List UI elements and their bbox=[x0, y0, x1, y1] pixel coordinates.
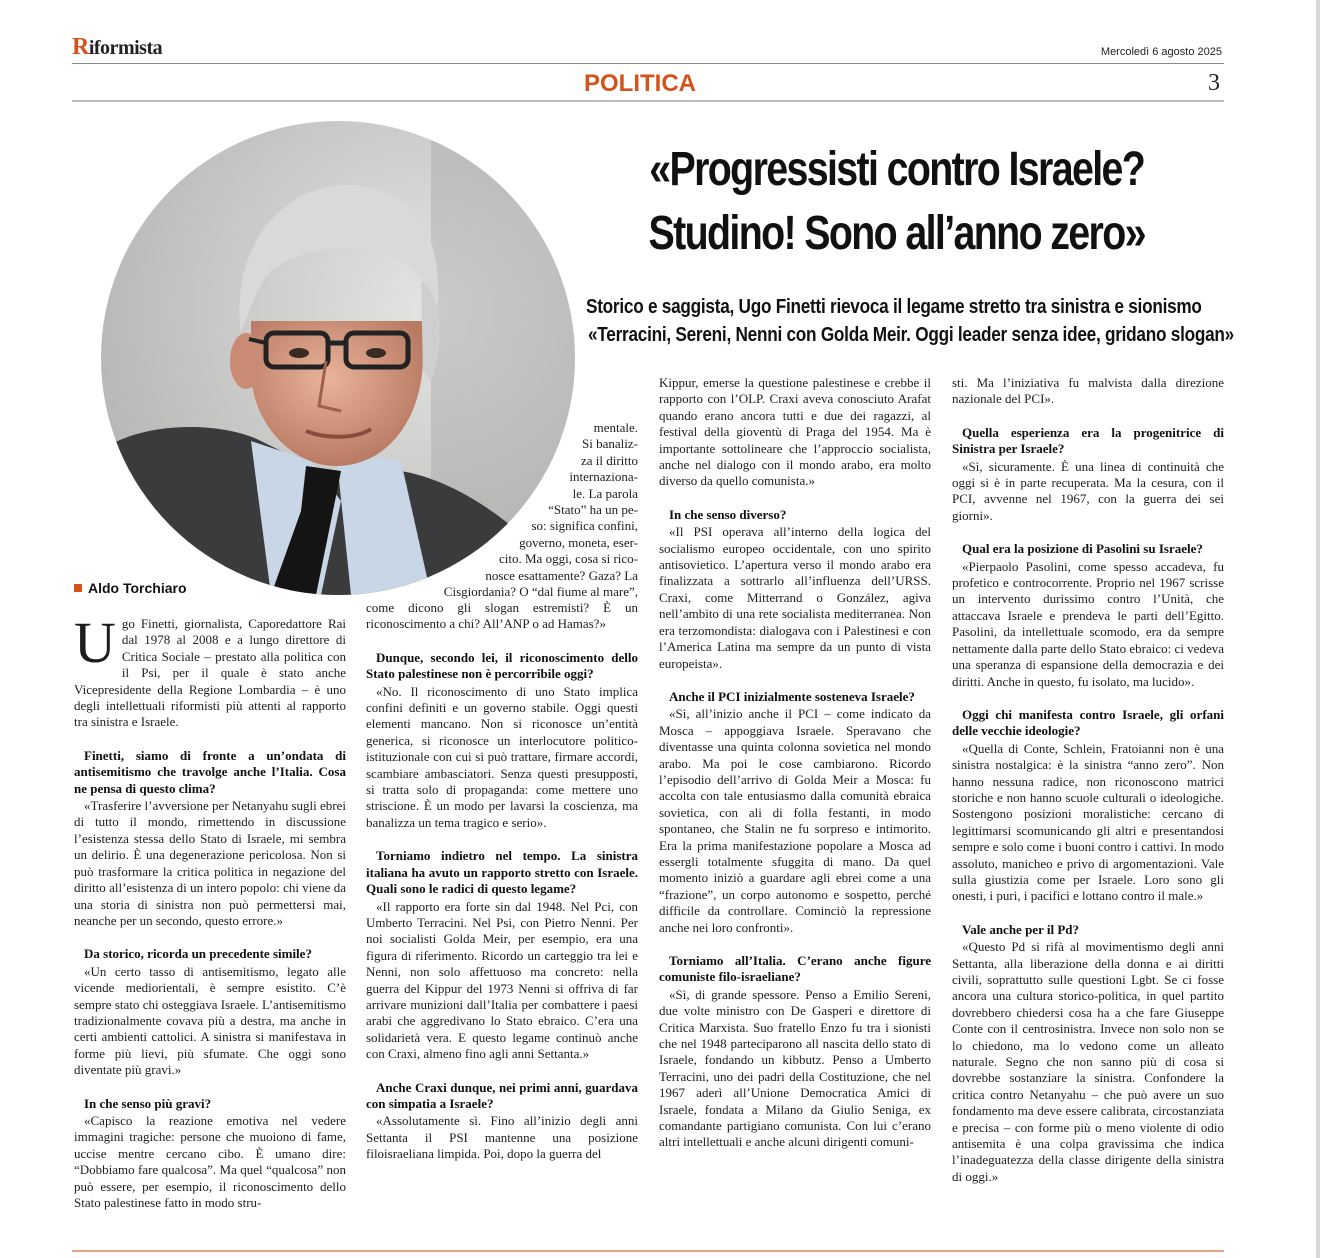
headline-line-2: Studino! Sono all’anno zero» bbox=[648, 207, 1145, 260]
wrap-line: cito. Ma oggi, cosa si rico- bbox=[499, 551, 638, 567]
column-4 bbox=[952, 375, 1224, 1185]
wrap-line: mentale. bbox=[593, 420, 638, 435]
headline bbox=[540, 138, 1253, 266]
column-1 bbox=[74, 610, 346, 1211]
question-2: Da storico, ricorda un precedente simile? bbox=[84, 946, 312, 962]
column-2-continuation: come dicono gli slogan estremisti? È un riconoscimento a chi? All’ANP o ad Hamas?» bbox=[366, 600, 638, 632]
column-2-wrap bbox=[366, 420, 638, 600]
intro-text: go Finetti, giornalista, Caporedattore Rai dal 1978 al 2008 e a lungo direttore di Critica Sociale – prestato alla politica con il Psi, per il quale è stato anche Vicepresidente della Regione Lombardia – è uno degli intellettuali riformisti più attenti al rapporto tra sinistra e Israele. bbox=[74, 616, 346, 730]
column-2 bbox=[366, 600, 638, 1163]
page-number: 3 bbox=[1208, 70, 1220, 96]
answer-11: «Pierpaolo Pasolini, come spesso accadeva, fu profetico e controcorrente. Proprio nel 1967 scrisse un intervento durissimo contro l’Unità, che attaccava Israele e prendeva le parti dell’Egitto. Pasolini, da intellettuale scomodo, era da sempre nettamente dalla parte dello Stato ebraico: ci vedeva una speranza di espansione della democrazia e dei diritti. Anche in questo, fu isolato, ma lucido». bbox=[952, 558, 1224, 689]
question-8: Anche il PCI inizialmente sosteneva Israele? bbox=[669, 688, 915, 704]
question-6: Anche Craxi dunque, nei primi anni, guardava con simpatia a Israele? bbox=[366, 1079, 638, 1111]
header-rule bbox=[72, 63, 1224, 64]
answer-4: «No. Il riconoscimento di uno Stato implica confini definiti e un governo stabile. Oggi questi elementi mancano. Non si riconosce un’entità generica, si riconosce un interlocutore politico-istituzionale con cui si può trattare, firmare accordi, scambiare ambasciatori. Senza questi presupposti, si tratta solo di propaganda: come mettere uno striscione. È un modo per lavarsi la coscienza, ma banalizza un tema tragico e serio». bbox=[366, 683, 638, 830]
column-4-continuation: sti. Ma l’iniziativa fu malvista dalla direzione nazionale del PCI». bbox=[952, 375, 1224, 407]
question-1: Finetti, siamo di fronte a un’ondata di antisemitismo che travolge anche l’Italia. Cosa ne pensa di questo clima? bbox=[74, 747, 346, 796]
question-5: Torniamo indietro nel tempo. La sinistra italiana ha avuto un rapporto stretto con Israele. Quali sono le radici di questo legame? bbox=[366, 848, 638, 897]
question-10: Quella esperienza era la progenitrice di Sinistra per Israele? bbox=[952, 424, 1224, 457]
subtitle-line-2: «Terracini, Sereni, Nenni con Golda Meir. Oggi leader senza idee, gridano slogan» bbox=[588, 324, 1234, 346]
wrap-line: internaziona- bbox=[569, 469, 638, 485]
wrap-line: nosce esattamente? Gaza? La bbox=[485, 567, 638, 583]
question-3: In che senso più gravi? bbox=[84, 1095, 212, 1111]
wrap-line: so: significa confini, bbox=[531, 518, 638, 534]
question-12: Oggi chi manifesta contro Israele, gli orfani delle vecchie ideologie? bbox=[952, 706, 1224, 739]
answer-12: «Quella di Conte, Schlein, Fratoianni non è una sinistra nostalgica: è la sinistra “anno zero”. Non hanno nessuna radice, non riconoscono matrici storiche e non hanno scuole culturali o ideologiche. Sostengono posizioni moralistiche: cercano di legittimarsi scomunicando gli altri e presentandosi sempre e solo come i buoni contro i cattivi. In modo assoluto, manicheo e privo di argomentazioni. Vale sulla giustizia come per Israele. Loro sono gli onesti, i puri, i pacifici e lottano contro il male.» bbox=[952, 740, 1224, 904]
byline bbox=[74, 580, 187, 596]
question-13: Vale anche per il Pd? bbox=[962, 921, 1080, 937]
column-3-continuation: Kippur, emerse la questione palestinese e crebbe il rapporto con l’OLP. Craxi aveva conosciuto Arafat quando erano ancora tutti e due dei ragazzi, al festival della gioventù di Praga del 1954. Ma è importante sottolineare che l’approccio socialista, anche nel dialogo con il mondo arabo, era molto diverso da quello comunista.» bbox=[659, 375, 931, 489]
subtitle-line-1: Storico e saggista, Ugo Finetti rievoca il legame stretto tra sinistra e sionismo bbox=[586, 296, 1202, 318]
wrap-line: le. La parola bbox=[572, 485, 638, 501]
page-edge bbox=[1316, 0, 1320, 1258]
question-9: Torniamo all’Italia. C’erano anche figure comuniste filo-israeliane? bbox=[659, 953, 931, 985]
question-4: Dunque, secondo lei, il riconoscimento dello Stato palestinese non è percorribile oggi? bbox=[366, 649, 638, 682]
wrap-line: za il diritto bbox=[580, 452, 638, 468]
wrap-line: governo, moneta, eser- bbox=[519, 534, 638, 550]
answer-7: «Il PSI operava all’interno della logica del socialismo europeo occidentale, con uno spirito antisovietico. L’apertura verso il mondo arabo era finalizzata a sottrarlo all’influenza dell’URSS. Craxi, come Mitterrand o González, agiva nell’ambito di una rete socialista mediterranea. Non era terzomondista: dialogava con i Palestinesi e con l’America Latina ma sempre da un punto di vista europeista». bbox=[659, 524, 931, 671]
author-name: Aldo Torchiaro bbox=[88, 580, 187, 596]
wrap-line: Si banaliz- bbox=[582, 436, 638, 452]
answer-13: «Questo Pd si rifà al movimentismo degli anni Settanta, alla liberazione della donna e ai diritti civili, soprattutto sulle questioni Lgbt. Se ci fosse ancora una cultura storico-politica, in quel partito dovrebbero chiedersi cosa ha a che fare Giuseppe Conte con il centrosinistra. Invece non solo non se lo chiedono, ma lo vedono come un alleato naturale. Segno che non sanno più di cosa si dovrebbe sostanziare la sinistra. Confondere la critica contro Netanyahu – che può avere un suo fondamento ma deve essere calibrata, circostanziata e precisa – con forme più o meno violente di odio antisemita è una colpa gravissima che indica l’inadeguatezza della classe dirigente della sinistra di oggi.» bbox=[952, 939, 1224, 1184]
answer-5: «Il rapporto era forte sin dal 1948. Nel Pci, con Umberto Terracini. Nel Psi, con Pietro Nenni. Per noi socialisti Golda Meir, per esempio, era una figura di riferimento. Ricordo un carteggio tra lei e Nenni, non solo affettuoso ma concreto: nella guerra del Kippur del 1973 Nenni si offriva di far arrivare munizioni dall’Italia per combattere i paesi arabi che aggredivano lo Stato ebraico. C’era una solidarietà vera. E questo legame continuò anche con Craxi, almeno fino agli anni Settanta.» bbox=[366, 898, 638, 1062]
question-11: Qual era la posizione di Pasolini su Israele? bbox=[962, 541, 1203, 557]
answer-1: «Trasferire l’avversione per Netanyahu sugli ebrei di tutto il mondo, rimettendo in discussione l’esistenza stessa dello Stato di Israele, mi sembra un delirio. È una degenerazione pericolosa. Non si può trasformare la critica politica in negazione del diritto all’esistenza di un intero popolo: chi viene da una storia di sinistra non può permettersi mai, neanche per un secondo, questo errore.» bbox=[74, 798, 346, 928]
answer-8: «Sì, all’inizio anche il PCI – come indicato da Mosca – appoggiava Israele. Speravano che diventasse una quinta colonna sovietica nel mondo arabo. Ma poi le cose cambiarono. Ricordo l’episodio dell’arrivo di Golda Meir a Mosca: fu accolta con tale entusiasmo dalla comunità ebraica sovietica, con ali di folla festanti, in modo spontaneo, che Stalin ne fu sorpreso e intimorito. Era la prima manifestazione popolare a Mosca ad essergli totalmente sfuggita di mano. Da quel momento iniziò a guardare agli ebrei come a una “frazione”, un corpo autonomo e sospetto, perché difficile da controllare. Cominciò la repressione anche nei loro confronti». bbox=[659, 706, 931, 935]
wrap-line: Cisgiordania? O “dal fiume al mare”, bbox=[443, 584, 638, 600]
answer-2: «Un certo tasso di antisemitismo, legato alle vicende mediorientali, è sempre esistito. C’è sempre stato chi osteggiava Israele. L’antisemitismo tradizionalmente covava più a destra, ma anche in certi ambienti cattolici. A sinistra si manifestava in forme più lievi, più sfumate. Che oggi sono diventate più gravi.» bbox=[74, 963, 346, 1078]
answer-10: «Sì, sicuramente. È una linea di continuità che oggi si è in parte recuperata. Ma la cesura, con il PCI, avvenne nel 1967, con la guerra dei sei giorni». bbox=[952, 458, 1224, 523]
headline-line-1: «Progressisti contro Israele? bbox=[649, 143, 1145, 196]
column-3 bbox=[659, 375, 931, 1151]
intro-paragraph bbox=[74, 610, 346, 731]
section-title: POLITICA bbox=[584, 70, 696, 97]
issue-date: Mercoledì 6 agosto 2025 bbox=[1100, 46, 1222, 58]
answer-9: «Sì, di grande spessore. Penso a Emilio Sereni, due volte ministro con De Gasperi e direttore di Critica Marxista. Suo fratello Enzo fu tra i sionisti che nel 1948 parteciparono all nascita dello stato di Israele, fondando un kibbutz. Penso a Umberto Terracini, uno dei padri della Costituzione, che nel 1967 aderì all’Unione Democratica Amici di Israele, fondata a Milano da Giulio Seniga, ex comandante partigiano comunista. Con lui c’erano altri intellettuali e anche alcuni dirigenti comuni- bbox=[659, 986, 931, 1150]
wrap-line: “Stato” ha un pe- bbox=[548, 502, 638, 518]
answer-6: «Assolutamente sì. Fino all’inizio degli anni Settanta il PSI mantenne una posizione filoisraeliana limpida. Poi, dopo la guerra del bbox=[366, 1113, 638, 1162]
question-7: In che senso diverso? bbox=[669, 506, 787, 522]
masthead-logo: Riformista bbox=[72, 34, 163, 60]
byline-marker bbox=[74, 584, 82, 592]
drop-cap: U bbox=[74, 610, 116, 675]
masthead-text: iformista bbox=[88, 37, 163, 59]
answer-3: «Capisco la reazione emotiva nel vedere immagini tragiche: persone che muoiono di fame, uccise mentre cercano cibo. È umano dire: “Dobbiamo fare qualcosa”. Ma quel “qualcosa” non può essere, per esempio, il riconoscimento dello Stato palestinese fatto in modo stru- bbox=[74, 1112, 346, 1210]
footer-rule bbox=[72, 1250, 1224, 1252]
section-rule bbox=[72, 100, 1224, 102]
